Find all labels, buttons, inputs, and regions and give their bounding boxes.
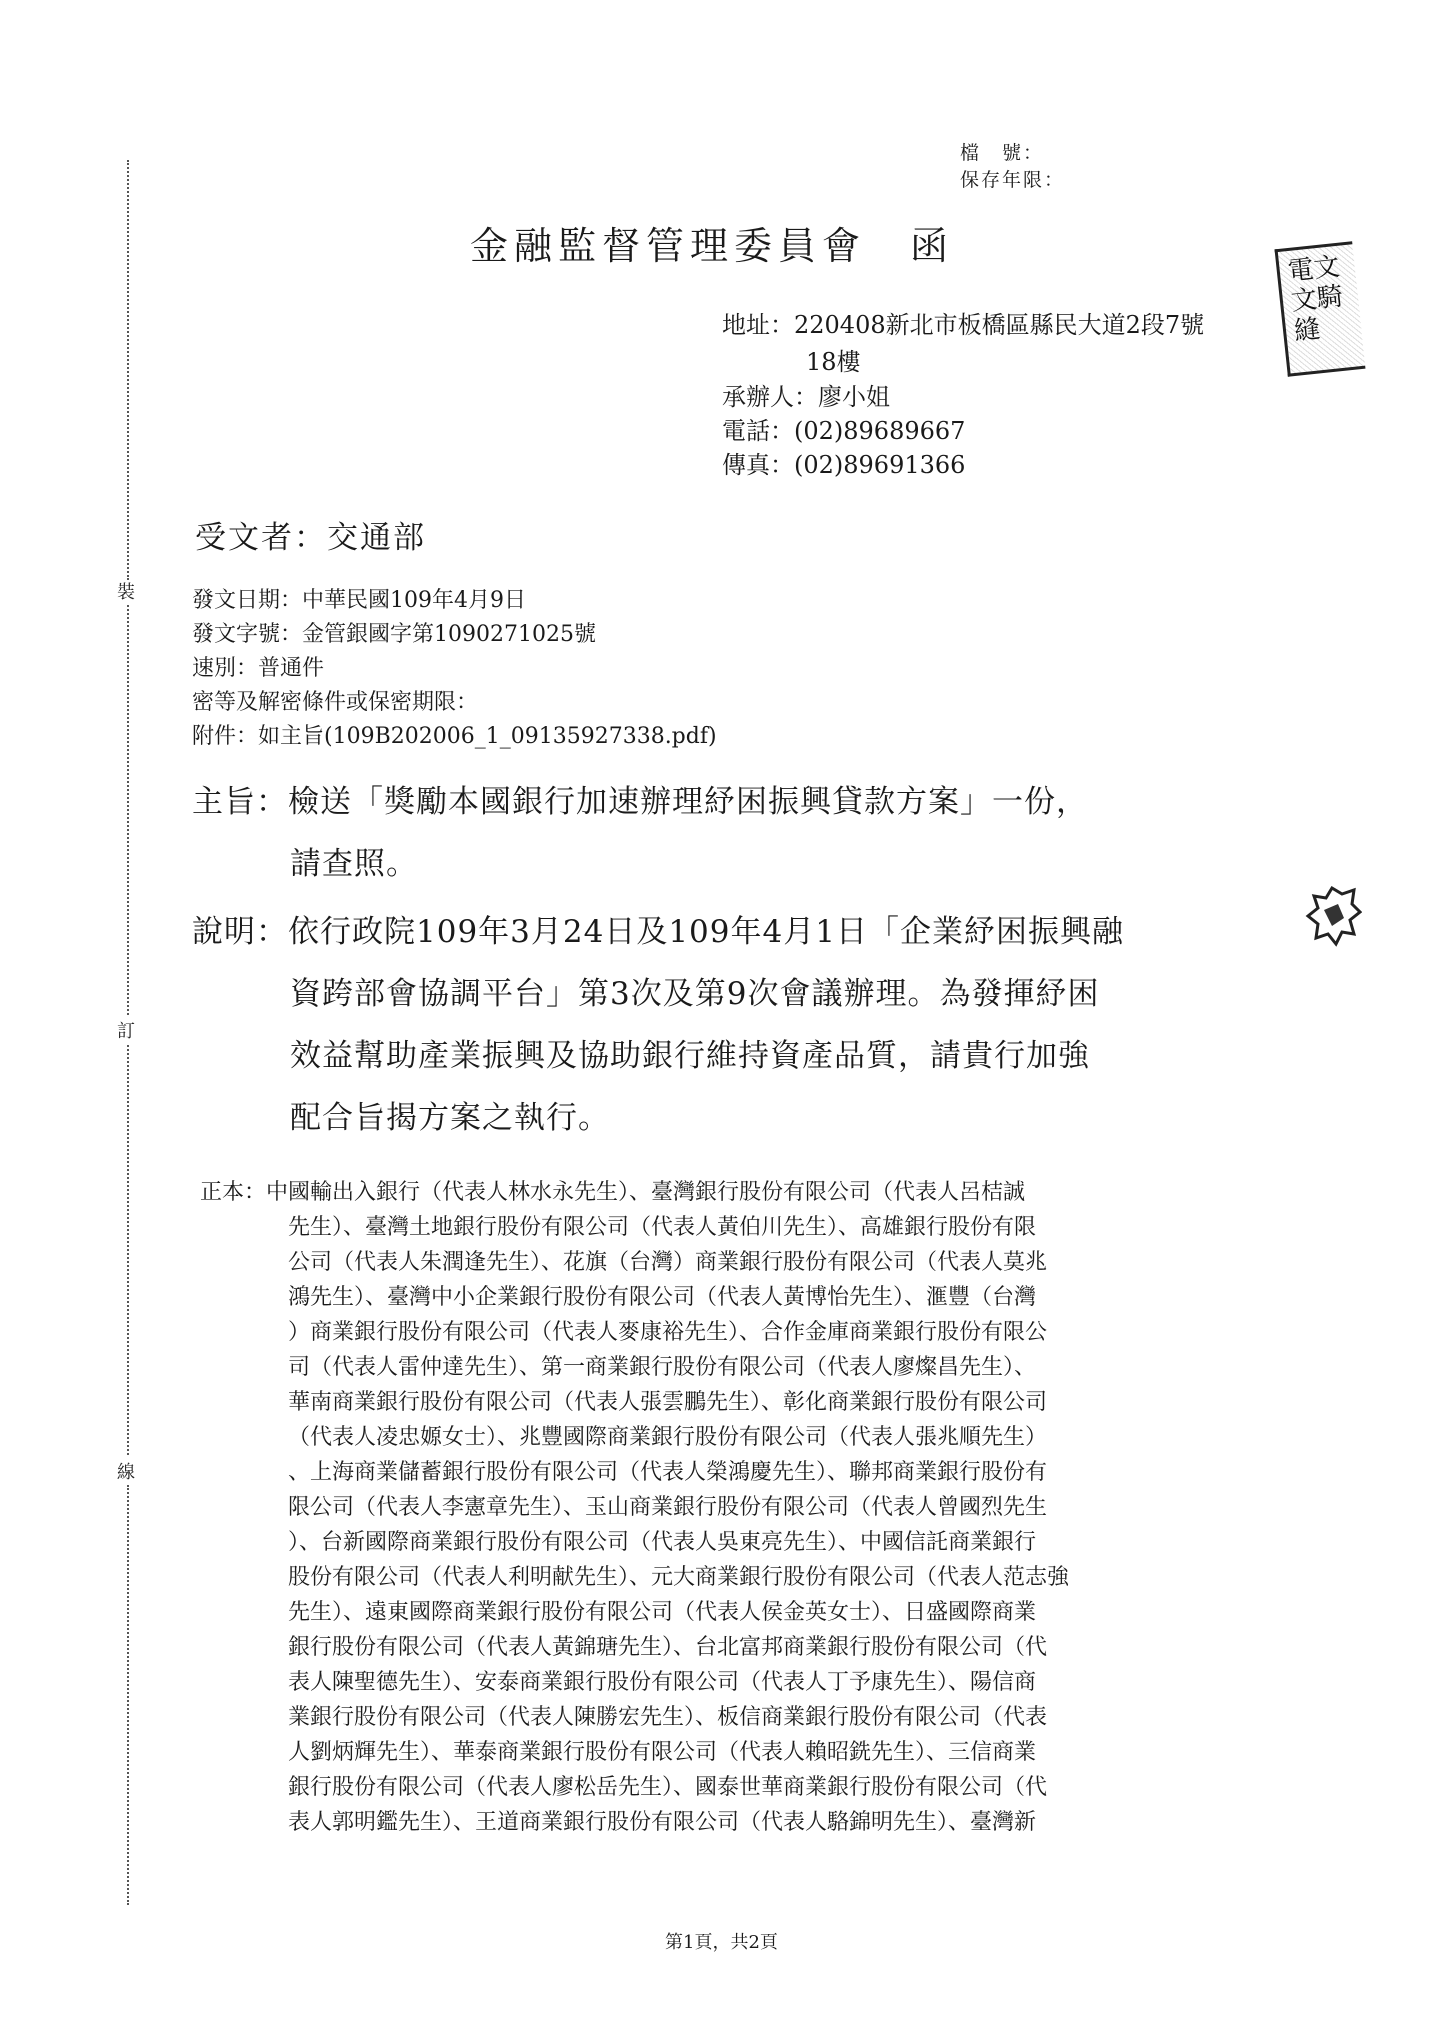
- distribution-line: 表人郭明鑑先生）、王道商業銀行股份有限公司（代表人駱錦明先生）、臺灣新: [288, 1810, 1037, 1835]
- distribution-line: 司（代表人雷仲達先生）、第一商業銀行股份有限公司（代表人廖燦昌先生）、: [288, 1355, 1037, 1380]
- page-number: 第1頁，共2頁: [665, 1932, 778, 1953]
- explanation-line-1: 說明：依行政院109年3月24日及109年4月1日「企業紓困振興融: [192, 914, 1124, 950]
- binding-line-4: [127, 1485, 129, 1905]
- document-title: 金融監督管理委員會 函: [470, 224, 955, 268]
- binding-line-1: [127, 160, 129, 580]
- distribution-line: 銀行股份有限公司（代表人廖松岳先生）、國泰世華商業銀行股份有限公司（代: [288, 1775, 1048, 1800]
- distribution-line: 先生）、臺灣土地銀行股份有限公司（代表人黃伯川先生）、高雄銀行股份有限: [288, 1215, 1037, 1240]
- riding-seal-stamp: [1275, 241, 1366, 376]
- document-number: 發文字號：金管銀國字第1090271025號: [192, 622, 596, 647]
- retention-label: 保存年限：: [960, 169, 1066, 191]
- binding-line-3: [127, 1045, 129, 1455]
- distribution-line: 公司（代表人朱潤逢先生）、花旗（台灣）商業銀行股份有限公司（代表人莫兆: [288, 1250, 1048, 1275]
- distribution-line: ）、台新國際商業銀行股份有限公司（代表人吳東亮先生）、中國信託商業銀行: [288, 1530, 1037, 1555]
- subject-line-2: 請查照。: [290, 846, 418, 882]
- explanation-line-4: 配合旨揭方案之執行。: [290, 1100, 610, 1136]
- cog-stamp-icon: [1302, 880, 1362, 980]
- issue-date: 發文日期：中華民國109年4月9日: [192, 588, 526, 613]
- seal-text: 電文文騎縫: [1286, 251, 1345, 347]
- distribution-line: 表人陳聖德先生）、安泰商業銀行股份有限公司（代表人丁予康先生）、陽信商: [288, 1670, 1037, 1695]
- distribution-line: 、上海商業儲蓄銀行股份有限公司（代表人榮鴻慶先生）、聯邦商業銀行股份有: [288, 1460, 1048, 1485]
- address-line-1: 地址：220408新北市板橋區縣民大道2段7號: [722, 311, 1205, 339]
- attachment: 附件：如主旨(109B202006_1_09135927338.pdf): [192, 724, 717, 749]
- file-number-label: 檔 號：: [960, 142, 1045, 164]
- distribution-list: [200, 1175, 1069, 1840]
- distribution-line: （代表人凌忠嫄女士）、兆豐國際商業銀行股份有限公司（代表人張兆順先生）: [288, 1425, 1048, 1450]
- binding-line-2: [127, 605, 129, 1015]
- distribution-line: 華南商業銀行股份有限公司（代表人張雲鵬先生）、彰化商業銀行股份有限公司: [288, 1390, 1048, 1415]
- subject-line-1: 主旨：檢送「獎勵本國銀行加速辦理紓困振興貸款方案」一份，: [192, 784, 1088, 820]
- recipient: 受文者：交通部: [195, 520, 426, 556]
- distribution-line: 鴻先生）、臺灣中小企業銀行股份有限公司（代表人黃博怡先生）、滙豐（台灣: [288, 1285, 1037, 1310]
- distribution-line: 銀行股份有限公司（代表人黃錦瑭先生）、台北富邦商業銀行股份有限公司（代: [288, 1635, 1048, 1660]
- secrecy-level: 密等及解密條件或保密期限：: [192, 690, 479, 715]
- speed-class: 速別：普通件: [192, 656, 325, 681]
- distribution-line: ）商業銀行股份有限公司（代表人麥康裕先生）、合作金庫商業銀行股份有限公: [288, 1320, 1048, 1345]
- distribution-line: 人劉炳輝先生）、華泰商業銀行股份有限公司（代表人賴昭銑先生）、三信商業: [288, 1740, 1037, 1765]
- phone-line: 電話：(02)89689667: [722, 417, 966, 445]
- distribution-line: 限公司（代表人李憲章先生）、玉山商業銀行股份有限公司（代表人曾國烈先生: [288, 1495, 1048, 1520]
- distribution-line: 業銀行股份有限公司（代表人陳勝宏先生）、板信商業銀行股份有限公司（代表: [288, 1705, 1048, 1730]
- distribution-line: 先生）、遠東國際商業銀行股份有限公司（代表人侯金英女士）、日盛國際商業: [288, 1600, 1037, 1625]
- distribution-line: 股份有限公司（代表人利明献先生）、元大商業銀行股份有限公司（代表人范志強: [288, 1565, 1070, 1590]
- distribution-line: 正本：中國輸出入銀行（代表人林水永先生）、臺灣銀行股份有限公司（代表人呂桔誠: [200, 1180, 1026, 1205]
- explanation-line-2: 資跨部會協調平台」第3次及第9次會議辦理。為發揮紓困: [290, 976, 1100, 1012]
- handler-line: 承辦人：廖小姐: [722, 383, 890, 411]
- binding-char-xian: 線: [117, 1462, 135, 1483]
- binding-char-ding: 訂: [117, 1021, 135, 1042]
- fax-line: 傳真：(02)89691366: [722, 451, 966, 479]
- binding-char-zhuang: 裝: [117, 582, 135, 603]
- explanation-line-3: 效益幫助產業振興及協助銀行維持資產品質，請貴行加強: [290, 1038, 1090, 1074]
- address-line-2: 18樓: [806, 348, 861, 376]
